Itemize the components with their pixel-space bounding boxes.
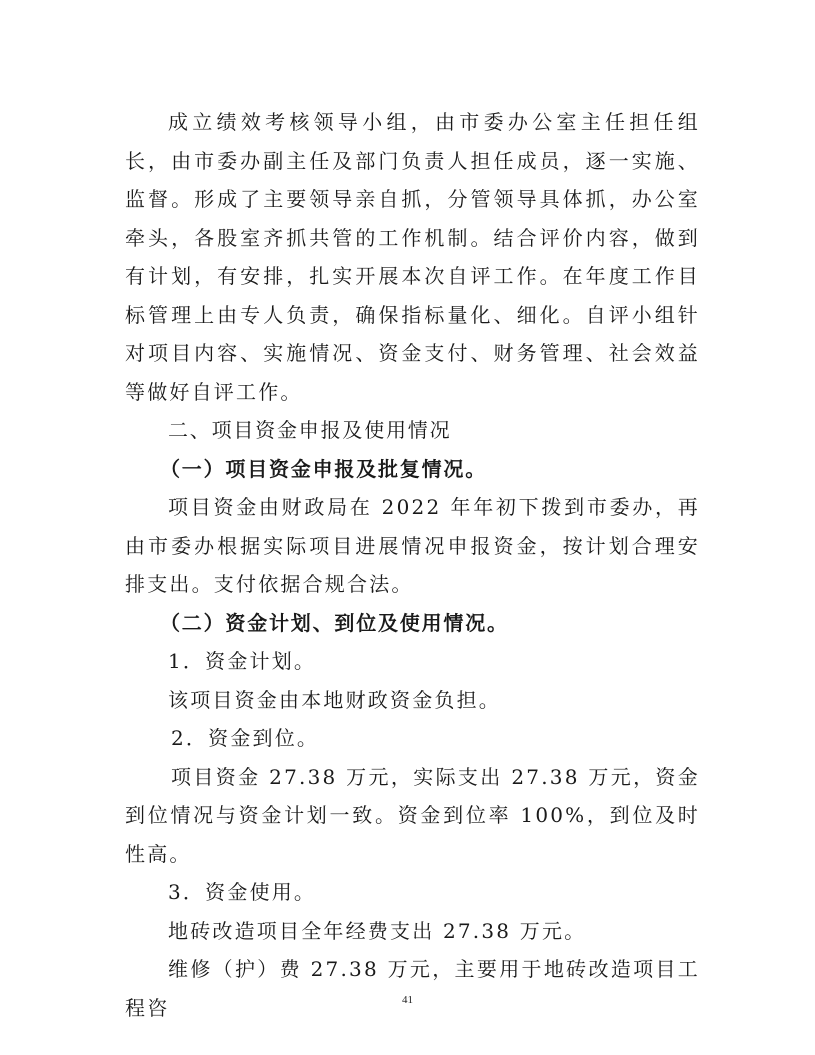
document-body bbox=[125, 103, 700, 1027]
paragraph-maintenance: 维修（护）费 27.38 万元，主要用于地砖改造项目工程咨 bbox=[125, 957, 700, 1020]
paragraph-funding-plan: 该项目资金由本地财政资金负担。 bbox=[168, 687, 501, 712]
section-heading-funding: 二、项目资金申报及使用情况 bbox=[168, 418, 452, 442]
paragraph-funding-arrival: 项目资金 27.38 万元，实际支出 27.38 万元，资金到位情况与资金计划一致。资金到位率 100%，到位及时性高。 bbox=[125, 764, 700, 866]
paragraph-funding-use: 地砖改造项目全年经费支出 27.38 万元。 bbox=[168, 918, 587, 943]
paragraph-performance-team: 成立绩效考核领导小组，由市委办公室主任担任组长，由市委办副主任及部门负责人担任成员，逐一实施、监督。形成了主要领导亲自抓，分管领导具体抓，办公室牵头，各股室齐抓共管的工作机制。结合评价内容，做到有计划，有安排，扎实开展本次自评工作。在年度工作目标管理上由专人负责，确保指标量化、细化。自评小组针对项目内容、实施情况、资金支付、财务管理、社会效益等做好自评工作。 bbox=[125, 110, 700, 404]
item-funding-use: 3．资金使用。 bbox=[168, 880, 317, 904]
item-funding-plan: 1．资金计划。 bbox=[168, 649, 317, 673]
item-funding-arrival: 2．资金到位。 bbox=[171, 726, 320, 750]
subsection-heading-application: （一）项目资金申报及批复情况。 bbox=[160, 456, 487, 481]
subsection-heading-plan: （二）资金计划、到位及使用情况。 bbox=[160, 610, 509, 635]
page-number: 41 bbox=[402, 994, 413, 1006]
paragraph-application: 项目资金由财政局在 2022 年年初下拨到市委办，再由市委办根据实际项目进展情况申报资金，按计划合理安排支出。支付依据合规合法。 bbox=[125, 495, 700, 596]
